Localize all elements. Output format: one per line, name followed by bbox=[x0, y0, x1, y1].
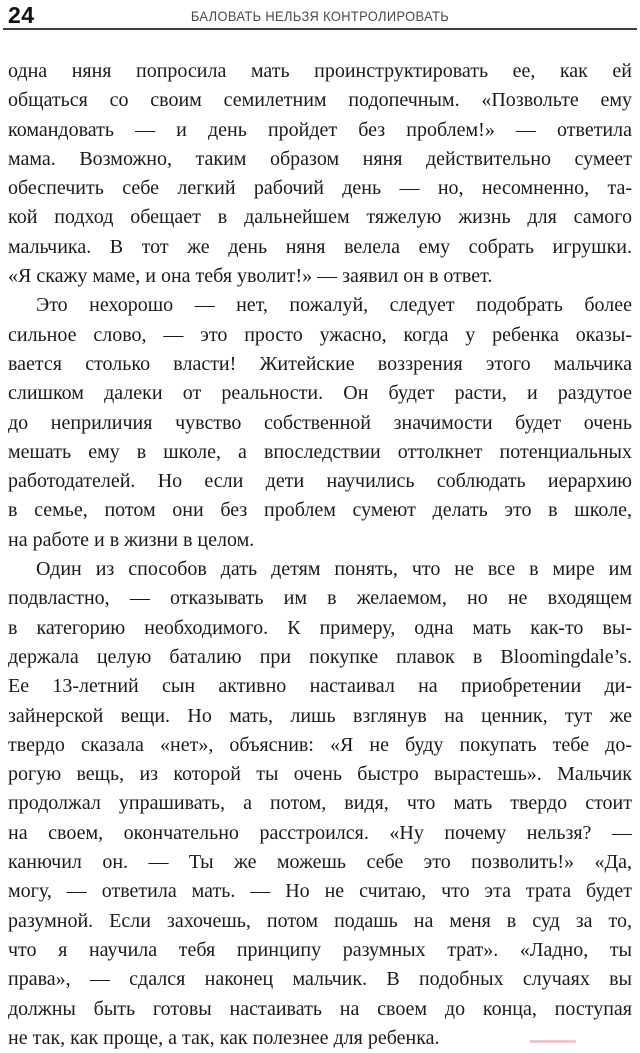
text-line: сильное слово, — это просто ужасно, когда у ребенка оказы- bbox=[8, 323, 632, 346]
text-line: разумной. Если захочешь, потом подашь на меня в суд за то, bbox=[8, 909, 632, 932]
text-line: должны быть готовы настаивать на своем до конца, поступая bbox=[8, 997, 632, 1020]
text-line: продолжал упрашивать, а потом, видя, что мать твердо стоит bbox=[8, 792, 632, 815]
text-line: до неприличия чувство собственной значимости будет очень bbox=[8, 411, 632, 434]
text-line: одна няня попросила мать проинструктировать ее, как ей bbox=[8, 60, 632, 82]
text-line: рогую вещь, из которой ты очень быстро вырастешь». Мальчик bbox=[8, 763, 632, 786]
text-line: держала целую баталию при покупке плавок в Bloomingdale’s. bbox=[8, 645, 632, 668]
text-line: Один из способов дать детям понять, что не все в мире им bbox=[36, 558, 632, 581]
paragraph bbox=[8, 291, 632, 555]
text-line: мама. Возможно, таким образом няня действительно сумеет bbox=[8, 147, 632, 170]
page-header bbox=[3, 0, 637, 30]
page-body bbox=[8, 57, 632, 1053]
text-line: кой подход обещает в дальнейшем тяжелую жизнь для самого bbox=[8, 206, 632, 229]
text-line: на своем, окончательно расстроился. «Ну почему нельзя? — bbox=[8, 821, 632, 844]
text-line: на работе и в жизни в целом. bbox=[8, 528, 255, 551]
text-line: Это нехорошо — нет, пожалуй, следует подобрать более bbox=[36, 294, 632, 317]
text-line: зайнерской вещи. Но мать, лишь взглянув на ценник, тут же bbox=[8, 704, 632, 727]
text-line: права», — сдался наконец мальчик. В подобных случаях вы bbox=[8, 968, 632, 991]
text-line: твердо сказала «нет», объяснив: «Я не буду покупать тебе до- bbox=[8, 733, 632, 756]
text-line: что я научила тебя принципу разумных трат». «Ладно, ты bbox=[8, 938, 632, 961]
text-line: мешать ему в школе, а впоследствии оттолкнет потенциальных bbox=[8, 440, 632, 463]
text-line: командовать — и день пройдет без проблем!» — ответила bbox=[8, 118, 632, 141]
paragraph bbox=[8, 555, 632, 1053]
text-line: «Я скажу маме, и она тебя уволит!» — заявил он в ответ. bbox=[8, 265, 493, 288]
pink-underline-mark bbox=[530, 1040, 576, 1043]
header-rule bbox=[3, 28, 637, 30]
text-line: Ее 13-летний сын активно настаивал на приобретении ди- bbox=[8, 675, 632, 698]
text-line: не так, как проще, а так, как полезнее для ребенка. bbox=[8, 1026, 440, 1049]
page-number: 24 bbox=[8, 2, 35, 28]
text-line: подвластно, — отказывать им в желаемом, но не входящем bbox=[8, 587, 632, 610]
running-title: БАЛОВАТЬ НЕЛЬЗЯ КОНТРОЛИРОВАТЬ bbox=[190, 8, 450, 24]
text-line: в семье, потом они без проблем сумеют делать это в школе, bbox=[8, 499, 632, 522]
text-line: работодателей. Но если дети научились соблюдать иерархию bbox=[8, 470, 632, 493]
text-line: обеспечить себе легкий рабочий день — но, несомненно, та- bbox=[8, 177, 632, 200]
text-line: канючил он. — Ты же можешь себе это позволить!» «Да, bbox=[8, 851, 632, 874]
paragraph bbox=[8, 57, 632, 291]
text-line: общаться со своим семилетним подопечным. «Позвольте ему bbox=[8, 89, 632, 112]
text-line: в категорию необходимого. К примеру, одна мать как-то вы- bbox=[8, 616, 632, 639]
text-line: слишком далеки от реальности. Он будет расти, и раздутое bbox=[8, 382, 632, 405]
text-line: могу, — ответила мать. — Но не считаю, что эта трата будет bbox=[8, 880, 632, 903]
text-line: вается столько власти! Житейские воззрения этого мальчика bbox=[8, 352, 632, 375]
text-line: мальчика. В тот же день няня велела ему собрать игрушки. bbox=[8, 235, 632, 258]
